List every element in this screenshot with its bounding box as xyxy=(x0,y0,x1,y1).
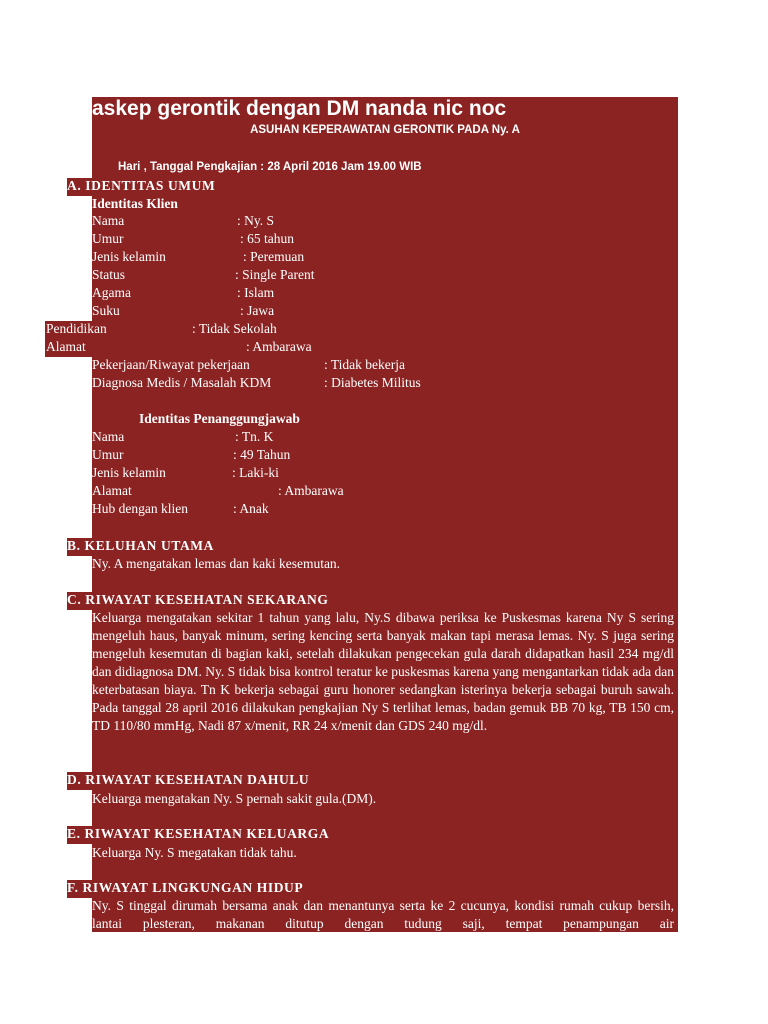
field-label: Hub dengan klien xyxy=(92,501,188,516)
field-value: : Tidak bekerja xyxy=(324,357,405,372)
field-value: : Peremuan xyxy=(243,249,305,264)
field-value: : Anak xyxy=(233,501,269,516)
field-label: Nama xyxy=(92,429,125,444)
identitas-klien-heading: Identitas Klien xyxy=(92,196,178,211)
field-value: : Jawa xyxy=(240,303,275,318)
field-label: Suku xyxy=(92,303,120,318)
section-f-text: Ny. S tinggal dirumah bersama anak dan menantunya serta ke 2 cucunya, kondisi rumah cukup bersih, lantai plesteran, makanan ditutup dengan tudung saji, tempat penampungan air xyxy=(92,898,674,931)
field-value: : Islam xyxy=(237,285,275,300)
identitas-pj-heading: Identitas Penanggungjawab xyxy=(139,411,300,426)
field-label: Pendidikan xyxy=(46,321,107,336)
field-value: : Laki-ki xyxy=(232,465,279,480)
field-label: Umur xyxy=(92,231,124,246)
section-b-text: Ny. A mengatakan lemas dan kaki kesemutan. xyxy=(92,556,341,571)
field-label: Jenis kelamin xyxy=(92,465,166,480)
assessment-date: Hari , Tanggal Pengkajian : 28 April 2016 Jam 19.00 WIB xyxy=(118,161,422,173)
field-label: Status xyxy=(92,267,126,282)
field-label: Agama xyxy=(92,285,131,300)
field-value: : 49 Tahun xyxy=(233,447,291,462)
document-subtitle: ASUHAN KEPERAWATAN GERONTIK PADA Ny. A xyxy=(250,124,520,136)
section-a-heading: A. IDENTITAS UMUM xyxy=(67,178,216,193)
field-value: : Ny. S xyxy=(237,213,275,228)
section-d-text: Keluarga mengatakan Ny. S pernah sakit gula.(DM). xyxy=(92,791,377,806)
section-e-text: Keluarga Ny. S megatakan tidak tahu. xyxy=(92,845,297,860)
section-b-heading: B. KELUHAN UTAMA xyxy=(67,538,214,553)
field-value: : Tidak Sekolah xyxy=(192,321,277,336)
field-value: : 65 tahun xyxy=(240,231,294,246)
field-value: : Single Parent xyxy=(235,267,315,282)
field-label: Diagnosa Medis / Masalah KDM xyxy=(92,375,272,390)
document-title: askep gerontik dengan DM nanda nic noc xyxy=(92,97,507,120)
field-value: : Ambarawa xyxy=(246,339,312,354)
field-label: Jenis kelamin xyxy=(92,249,166,264)
field-value: : Ambarawa xyxy=(278,483,344,498)
section-c-heading: C. RIWAYAT KESEHATAN SEKARANG xyxy=(67,592,329,607)
field-value: : Diabetes Militus xyxy=(324,375,421,390)
field-label: Alamat xyxy=(92,483,132,498)
field-label: Umur xyxy=(92,447,124,462)
field-label: Pekerjaan/Riwayat pekerjaan xyxy=(92,357,250,372)
section-c-text: Keluarga mengatakan sekitar 1 tahun yang lalu, Ny.S dibawa periksa ke Puskesmas karena Ny S sering mengeluh haus, banyak minum, sering kencing serta banyak makan tapi merasa lemas. Ny. S juga sering mengeluh kesemutan di bagian kaki, setelah dilakukan pengecekan gula darah didapatkan hasil 234 mg/dl dan didiagnosa DM. Ny. S tidak bisa kontrol teratur ke puskesmas karena yang mengantarkan tidak ada dan keterbatasan biaya. Tn K bekerja sebagai guru honorer sedangkan isterinya bekerja sebagai buruh sawah. Pada tanggal 28 april 2016 dilakukan pengkajian Ny S terlihat lemas, badan gemuk BB 70 kg, TB 150 cm, TD 110/80 mmHg, Nadi 87 x/menit, RR 24 x/menit dan GDS 240 mg/dl. xyxy=(92,610,674,733)
field-label: Nama xyxy=(92,213,125,228)
section-e-heading: E. RIWAYAT KESEHATAN KELUARGA xyxy=(67,826,330,841)
section-f-heading: F. RIWAYAT LINGKUNGAN HIDUP xyxy=(67,880,304,895)
field-value: : Tn. K xyxy=(235,429,274,444)
field-label: Alamat xyxy=(46,339,86,354)
section-d-heading: D. RIWAYAT KESEHATAN DAHULU xyxy=(67,772,310,787)
